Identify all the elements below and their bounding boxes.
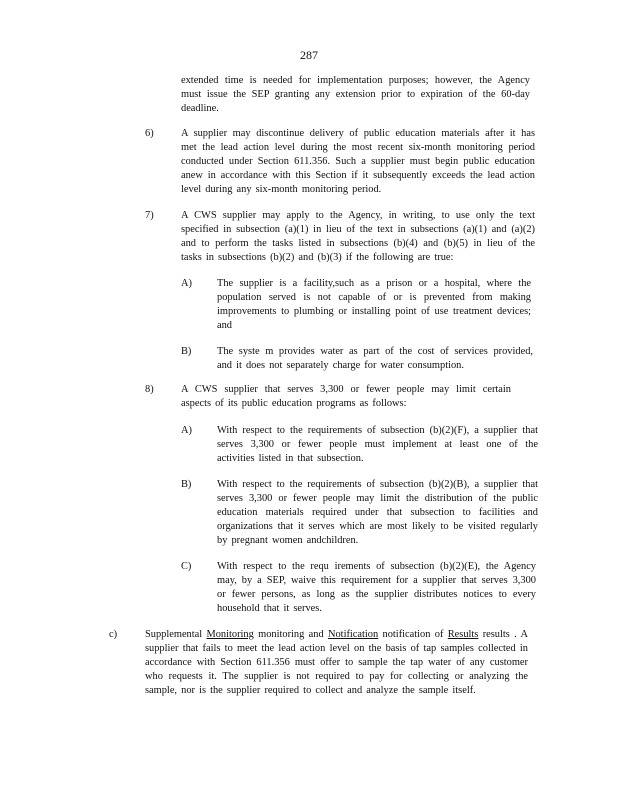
item-c-body: results . A supplier that fails to meet the lead action level on the basis of tap samples collected in accordance with Section 611.356 must offer to sample the tap water of any customer who requests it. The supplier is not required to pay for collecting or analyzing the sample, nor is the supplier required to collect and analyze the sample itself. — [145, 629, 528, 696]
item-c-text — [145, 628, 528, 698]
heading-monitoring: Monitoring — [206, 629, 254, 640]
page-number: 287 — [300, 48, 318, 62]
item-7-label: 7) — [145, 210, 154, 221]
item-8b-label: B) — [181, 479, 192, 490]
item-8-label: 8) — [145, 384, 154, 395]
item-7a-text: The supplier is a facility,such as a prison or a hospital, where the population served is not capable of or is prevented from making improvements to plumbing or installing point of use treatment devices; and — [217, 278, 531, 331]
notification-of-words: notification of — [382, 629, 444, 640]
item-8c-label: C) — [181, 561, 192, 572]
item-8b-text: With respect to the requirements of subsection (b)(2)(B), a supplier that serves 3,300 or fewer people may limit the distribution of the public education materials required under that subsection to facilities and organizations that it serves which are most likely to be visited regularly by pregnant women andchildren. — [217, 479, 538, 546]
monitoring-and-words: monitoring and — [258, 629, 324, 640]
supplemental-word: Supplemental — [145, 629, 203, 640]
item-8a-label: A) — [181, 425, 192, 436]
item-7b-label: B) — [181, 346, 192, 357]
item-c-label: c) — [109, 629, 118, 640]
item-7-text: A CWS supplier may apply to the Agency, in writing, to use only the text specified in subsection (a)(1) in lieu of the text in subsections (a)(1) and (a)(2) and to perform the tasks listed in subsections (b)(4) and (b)(5) in lieu of the tasks in subsections (b)(2) and (b)(3) if the following are true: — [181, 210, 535, 263]
item-8c-text: With respect to the requ irements of subsection (b)(2)(E), the Agency may, by a SEP, waive this requirement for a supplier that serves 3,300 or fewer persons, as long as the supplier distributes notices to every household that it serves. — [217, 561, 536, 614]
item-8a-text: With respect to the requirements of subsection (b)(2)(F), a supplier that serves 3,300 or fewer people must implement at least one of the activities listed in that subsection. — [217, 425, 538, 464]
item-6-text: A supplier may discontinue delivery of public education materials after it has met the lead action level during the most recent six-month monitoring period conducted under Section 611.356. Such a supplier must begin public education anew in accordance with this Section if it subsequently exceeds the lead action level during any six-month monitoring period. — [181, 128, 535, 195]
item-7b-text: The syste m provides water as part of the cost of services provided, and it does not separately charge for water consumption. — [217, 346, 533, 371]
item-6-label: 6) — [145, 128, 154, 139]
continuation-paragraph: extended time is needed for implementation purposes; however, the Agency must issue the SEP granting any extension prior to expiration of the 60-day deadline. — [181, 75, 530, 114]
item-7a-label: A) — [181, 278, 192, 289]
heading-notification: Notification — [327, 629, 379, 640]
item-8-text: A CWS supplier that serves 3,300 or fewer people may limit certain aspects of its public education programs as follows: — [181, 384, 511, 409]
heading-results: Results — [447, 629, 479, 640]
